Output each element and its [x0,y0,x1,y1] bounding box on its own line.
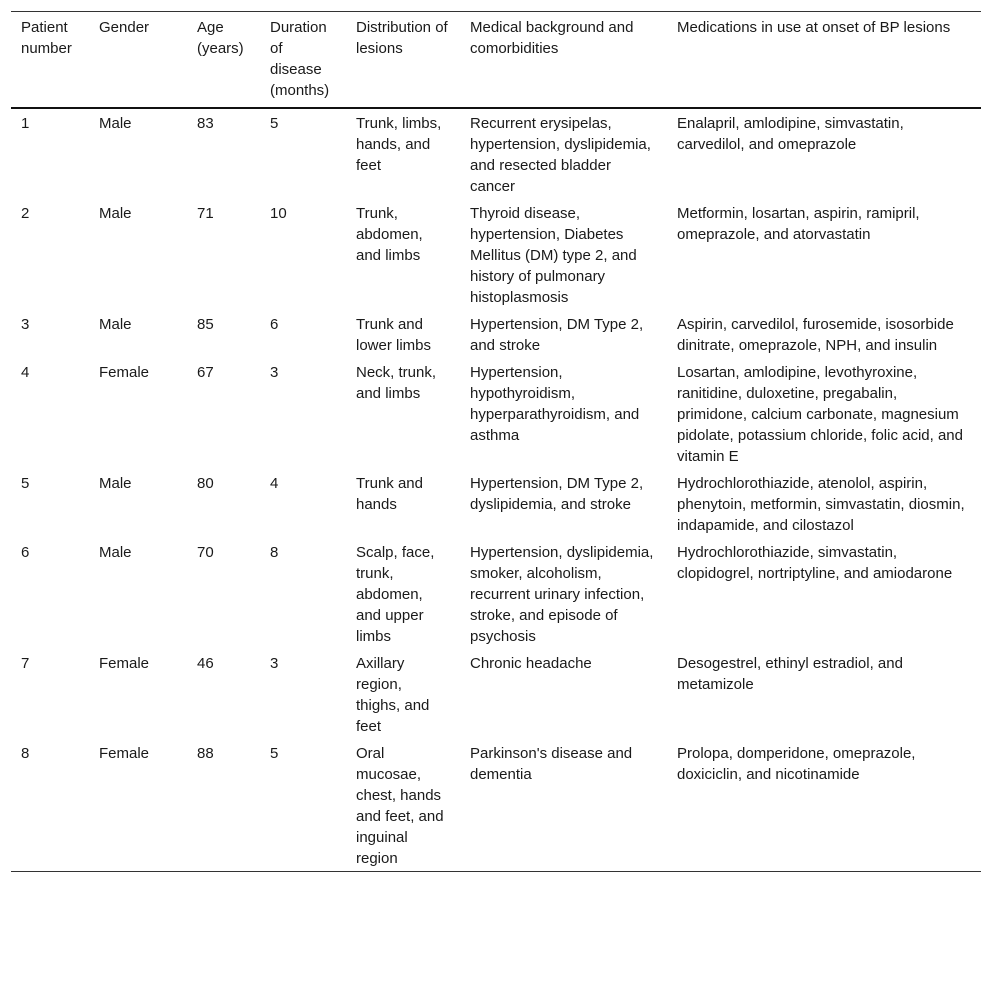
cell-duration: 8 [270,544,279,561]
cell-distribution: Neck, trunk, and limbs [356,364,437,402]
cell-medical-background: Chronic headache [470,655,592,672]
cell-duration: 6 [270,316,279,333]
cell-medical-background: Hypertension, DM Type 2, and stroke [470,316,644,354]
table-header [11,12,981,109]
patient-table-container [11,11,981,872]
cell-gender: Male [99,475,132,492]
cell-distribution: Axillary region, thighs, and feet [356,655,430,735]
cell-medications: Metformin, losartan, aspirin, ramipril, omeprazole, and atorvastatin [677,205,920,243]
cell-duration: 3 [270,655,279,672]
cell-distribution: Trunk, abdomen, and limbs [356,205,423,264]
table-row [11,649,981,739]
cell-distribution: Trunk and hands [356,475,423,513]
cell-patient-number: 5 [21,475,30,492]
cell-medications: Hydrochlorothiazide, atenolol, aspirin, phenytoin, metformin, simvastatin, diosmin, indapamide, and cilostazol [677,475,965,534]
cell-gender: Male [99,316,132,333]
cell-duration: 4 [270,475,279,492]
cell-age: 88 [197,745,214,762]
cell-medications: Aspirin, carvedilol, furosemide, isosorbide dinitrate, omeprazole, NPH, and insulin [677,316,954,354]
cell-medical-background: Recurrent erysipelas, hypertension, dyslipidemia, and resected bladder cancer [470,115,651,195]
cell-patient-number: 6 [21,544,30,561]
cell-duration: 10 [270,205,287,222]
cell-duration: 5 [270,745,279,762]
cell-gender: Female [99,745,150,762]
cell-duration: 5 [270,115,279,132]
cell-patient-number: 7 [21,655,30,672]
header-duration: Duration of disease (months) [270,19,330,99]
cell-medical-background: Hypertension, DM Type 2, dyslipidemia, and stroke [470,475,644,513]
header-medical-background: Medical background and comorbidities [470,19,634,57]
cell-gender: Female [99,364,150,381]
cell-age: 71 [197,205,214,222]
cell-medications: Prolopa, domperidone, omeprazole, doxiciclin, and nicotinamide [677,745,916,783]
header-medications: Medications in use at onset of BP lesions [677,19,951,36]
cell-age: 83 [197,115,214,132]
cell-gender: Male [99,115,132,132]
header-patient-number: Patient number [21,19,72,57]
cell-patient-number: 4 [21,364,30,381]
cell-distribution: Trunk and lower limbs [356,316,432,354]
patient-table [11,11,981,872]
table-row [11,358,981,469]
cell-duration: 3 [270,364,279,381]
cell-distribution: Trunk, limbs, hands, and feet [356,115,442,174]
table-row [11,199,981,310]
cell-patient-number: 8 [21,745,30,762]
table-row [11,108,981,199]
cell-medications: Losartan, amlodipine, levothyroxine, ranitidine, duloxetine, pregabalin, primidone, calcium carbonate, magnesium pidolate, potassium chloride, folic acid, and vitamin E [677,364,963,465]
header-distribution: Distribution of lesions [356,19,448,57]
cell-distribution: Oral mucosae, chest, hands and feet, and inguinal region [356,745,444,867]
cell-age: 85 [197,316,214,333]
table-row [11,739,981,872]
cell-medical-background: Hypertension, dyslipidemia, smoker, alcoholism, recurrent urinary infection, stroke, and episode of psychosis [470,544,654,645]
header-row [11,12,981,109]
table-body [11,108,981,872]
cell-patient-number: 3 [21,316,30,333]
cell-medical-background: Parkinson's disease and dementia [470,745,633,783]
header-gender: Gender [99,19,150,36]
cell-distribution: Scalp, face, trunk, abdomen, and upper limbs [356,544,435,645]
cell-gender: Female [99,655,150,672]
cell-age: 70 [197,544,214,561]
cell-gender: Male [99,205,132,222]
table-row [11,469,981,538]
table-row [11,310,981,358]
cell-age: 46 [197,655,214,672]
cell-gender: Male [99,544,132,561]
cell-medical-background: Hypertension, hypothyroidism, hyperparathyroidism, and asthma [470,364,640,444]
table-row [11,538,981,649]
cell-age: 80 [197,475,214,492]
cell-medications: Enalapril, amlodipine, simvastatin, carvedilol, and omeprazole [677,115,904,153]
cell-age: 67 [197,364,214,381]
header-age: Age (years) [197,19,244,57]
cell-medications: Hydrochlorothiazide, simvastatin, clopidogrel, nortriptyline, and amiodarone [677,544,953,582]
cell-medical-background: Thyroid disease, hypertension, Diabetes Mellitus (DM) type 2, and history of pulmonary histoplasmosis [470,205,637,306]
cell-patient-number: 1 [21,115,30,132]
cell-patient-number: 2 [21,205,30,222]
cell-medications: Desogestrel, ethinyl estradiol, and metamizole [677,655,903,693]
